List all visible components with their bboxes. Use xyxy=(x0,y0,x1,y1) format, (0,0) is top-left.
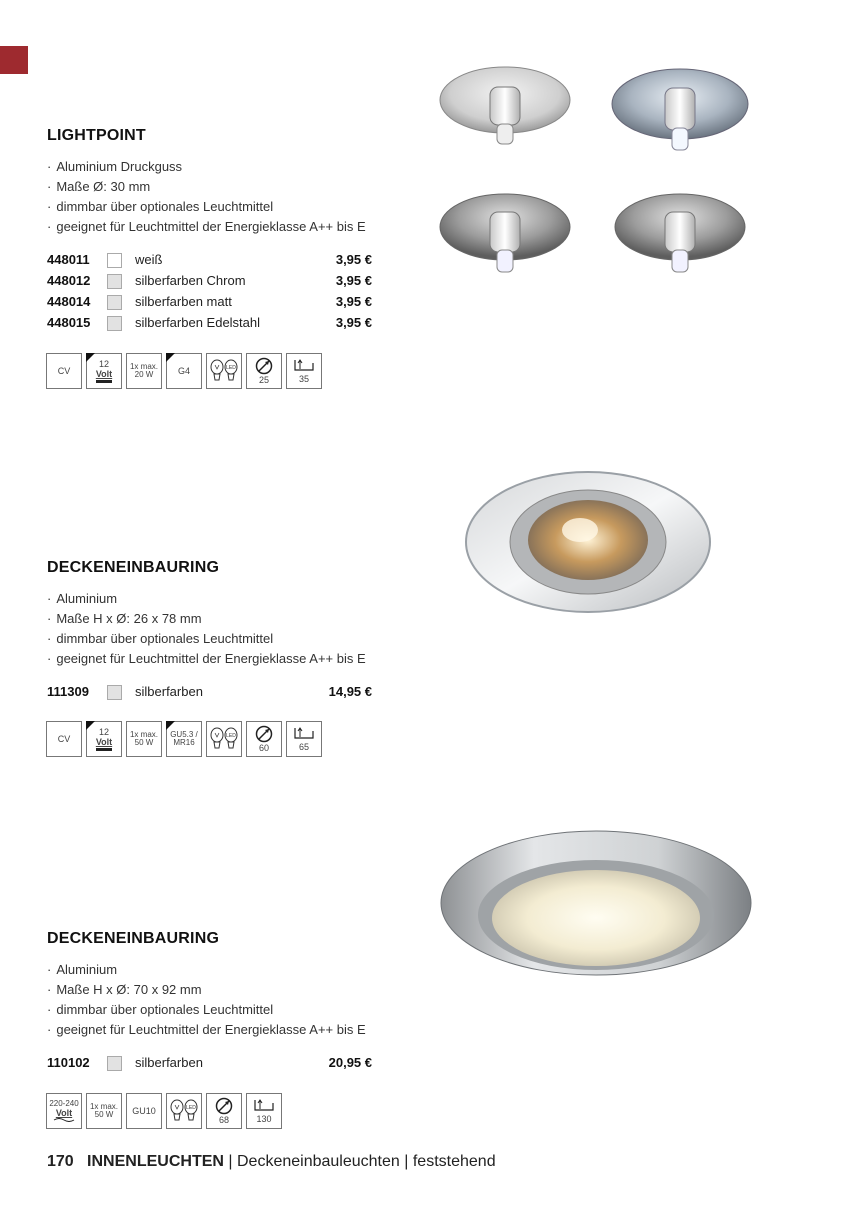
volt-icon: 12 Volt xyxy=(86,721,122,757)
socket-icon: GU5.3 / MR16 xyxy=(166,721,202,757)
volt-icon: 12 Volt xyxy=(86,353,122,389)
article-color: silberfarben Edelstahl xyxy=(135,315,261,330)
installation-depth-icon: 65 xyxy=(286,721,322,757)
article-number: 448011 xyxy=(47,252,90,267)
article-price: 3,95 € xyxy=(335,294,372,309)
feature-item: · Maße H x Ø: 26 x 78 mm xyxy=(47,609,407,629)
table-row xyxy=(47,249,372,270)
product-title: DECKENEINBAURING xyxy=(47,559,220,576)
bulb-led-icon xyxy=(206,353,242,389)
product-photo-lightpoint xyxy=(435,62,760,312)
volt-icon: 220-240 Volt xyxy=(46,1093,82,1129)
spec-icons xyxy=(46,1093,282,1129)
socket-icon: G4 xyxy=(166,353,202,389)
feature-item: · geeignet für Leuchtmittel der Energieklasse A++ bis E xyxy=(47,1020,407,1040)
product-deckeneinbauring-1 xyxy=(47,559,407,702)
table-row xyxy=(47,312,372,333)
product-photo-deckeneinbauring-1 xyxy=(462,468,717,618)
table-row xyxy=(47,270,372,291)
feature-list xyxy=(47,960,407,1040)
article-color: weiß xyxy=(135,252,163,267)
cutout-diameter-icon: 68 xyxy=(206,1093,242,1129)
table-row xyxy=(47,1052,372,1073)
svg-text:LED: LED xyxy=(186,1105,196,1111)
section-color-marker xyxy=(0,46,28,74)
footer-separator: | xyxy=(228,1153,233,1170)
feature-item: · geeignet für Leuchtmittel der Energieklasse A++ bis E xyxy=(47,649,407,669)
article-number: 110102 xyxy=(47,1055,90,1070)
article-price: 3,95 € xyxy=(335,252,372,267)
article-color: silberfarben xyxy=(135,684,203,699)
article-price: 3,95 € xyxy=(335,315,372,330)
bulb-led-icon xyxy=(166,1093,202,1129)
feature-item: · Maße H x Ø: 70 x 92 mm xyxy=(47,980,407,1000)
watt-icon: 1x max. 50 W xyxy=(86,1093,122,1129)
spec-icons xyxy=(46,721,322,757)
article-number: 448012 xyxy=(47,273,91,288)
article-color: silberfarben Chrom xyxy=(135,273,246,288)
cutout-diameter-icon: 25 xyxy=(246,353,282,389)
feature-list xyxy=(47,589,407,669)
product-title: LIGHTPOINT xyxy=(47,127,146,144)
feature-item: · dimmbar über optionales Leuchtmittel xyxy=(47,1000,407,1020)
table-row xyxy=(47,681,372,702)
feature-item: · Aluminium xyxy=(47,589,407,609)
spec-icons xyxy=(46,353,322,389)
feature-list xyxy=(47,157,407,237)
section-name: INNENLEUCHTEN xyxy=(87,1153,224,1170)
socket-icon: GU10 xyxy=(126,1093,162,1129)
article-table xyxy=(47,249,372,333)
installation-depth-icon: 130 xyxy=(246,1093,282,1129)
table-row xyxy=(47,291,372,312)
article-color: silberfarben matt xyxy=(135,294,232,309)
cv-icon: CV xyxy=(46,353,82,389)
color-swatch xyxy=(107,253,122,268)
article-number: 448015 xyxy=(47,315,91,330)
cutout-diameter-icon: 60 xyxy=(246,721,282,757)
article-number: 111309 xyxy=(47,684,89,699)
article-price: 20,95 € xyxy=(328,1055,372,1070)
feature-item: · Maße Ø: 30 mm xyxy=(47,177,407,197)
article-table xyxy=(47,1052,372,1073)
watt-icon: 1x max. 20 W xyxy=(126,353,162,389)
svg-text:LED: LED xyxy=(226,733,236,739)
article-color: silberfarben xyxy=(135,1055,203,1070)
color-swatch xyxy=(107,685,122,700)
article-price: 3,95 € xyxy=(335,273,372,288)
installation-depth-icon: 35 xyxy=(286,353,322,389)
product-deckeneinbauring-2 xyxy=(47,930,407,1073)
subcategory-name: feststehend xyxy=(412,1153,496,1170)
color-swatch xyxy=(107,274,122,289)
feature-item: · Aluminium Druckguss xyxy=(47,157,407,177)
feature-item: · dimmbar über optionales Leuchtmittel xyxy=(47,197,407,217)
article-number: 448014 xyxy=(47,294,91,309)
svg-text:LED: LED xyxy=(226,365,236,371)
page-footer xyxy=(47,1153,496,1171)
color-swatch xyxy=(107,295,122,310)
watt-icon: 1x max. 50 W xyxy=(126,721,162,757)
category-name: Deckeneinbauleuchten xyxy=(237,1153,400,1170)
product-photo-deckeneinbauring-2 xyxy=(438,818,756,993)
feature-item: · dimmbar über optionales Leuchtmittel xyxy=(47,629,407,649)
page-number: 170 xyxy=(47,1153,74,1170)
product-title: DECKENEINBAURING xyxy=(47,930,220,947)
article-table xyxy=(47,681,372,702)
feature-item: · geeignet für Leuchtmittel der Energieklasse A++ bis E xyxy=(47,217,407,237)
cv-icon: CV xyxy=(46,721,82,757)
bulb-led-icon xyxy=(206,721,242,757)
product-lightpoint xyxy=(47,127,407,333)
footer-separator: | xyxy=(404,1153,409,1170)
feature-item: · Aluminium xyxy=(47,960,407,980)
color-swatch xyxy=(107,316,122,331)
color-swatch xyxy=(107,1056,122,1071)
article-price: 14,95 € xyxy=(328,684,372,699)
